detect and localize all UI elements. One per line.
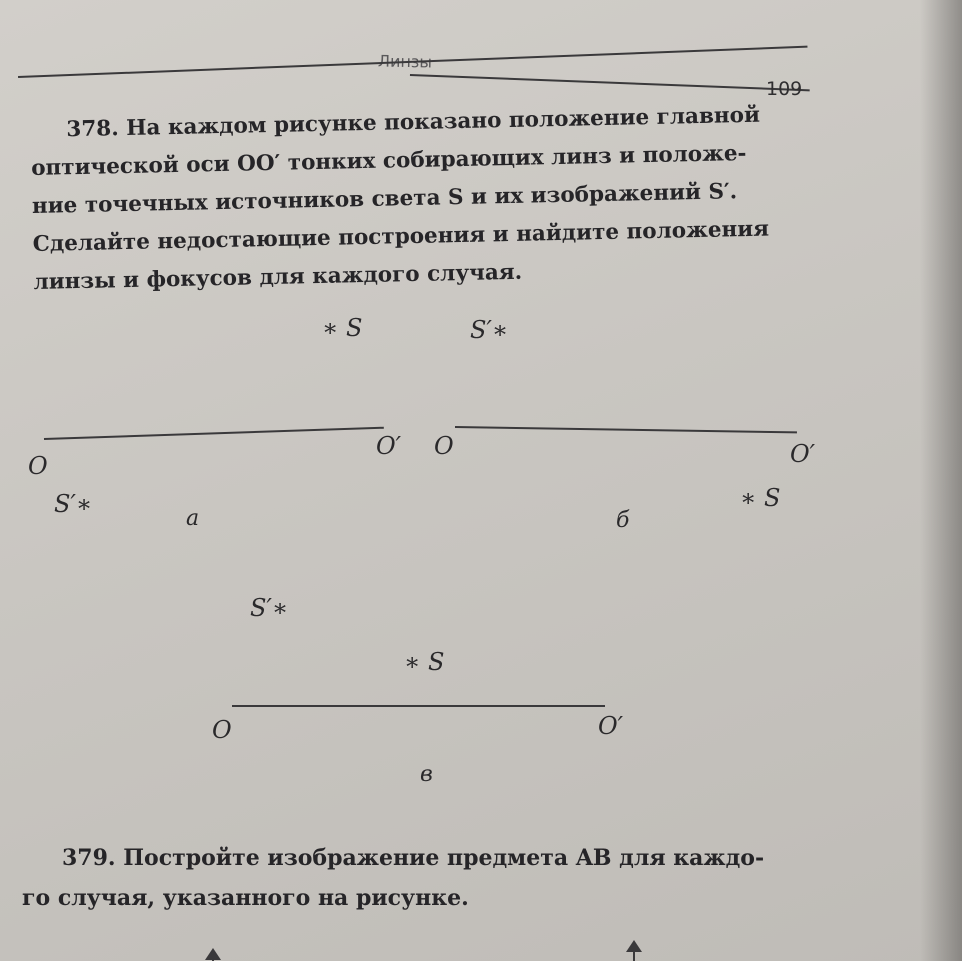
figure-a-source: ∗ S <box>322 314 363 342</box>
problem-379 <box>22 838 764 918</box>
figure-v-axis-end: O′ <box>598 712 624 740</box>
figure-379-object-arrow-left <box>212 950 214 961</box>
problem-378-line-2: оптической оси OO′ тонких собирающих линз и положе- <box>30 141 747 181</box>
figure-b-image: S′∗ <box>470 316 509 344</box>
problem-378-line-5: линзы и фокусов для каждого случая. <box>33 259 523 295</box>
header-rule-right <box>410 74 810 91</box>
figure-a-optical-axis <box>44 427 384 440</box>
problem-378-number: 378. <box>66 116 120 143</box>
problem-379-number: 379. <box>62 845 116 871</box>
page-edge-shadow <box>920 0 962 961</box>
figure-b-optical-axis <box>455 426 797 433</box>
problem-378-line-3: ние точечных источников света S и их изображений S′. <box>31 179 738 219</box>
page-number: 109 <box>766 78 803 100</box>
figure-v-caption: в <box>420 762 433 787</box>
problem-378 <box>30 97 770 302</box>
problem-378-line-4: Сделайте недостающие построения и найдите положения <box>32 216 770 257</box>
figure-b-axis-start: O <box>434 432 454 460</box>
figure-a-axis-end: O′ <box>376 432 402 460</box>
figure-v-source: ∗ S <box>404 648 445 676</box>
figure-b-caption: б <box>616 508 630 533</box>
problem-378-line-1: 378. На каждом рисунке показано положение главной <box>66 102 761 143</box>
figure-v-image: S′∗ <box>250 594 289 622</box>
problem-379-line-2: го случая, указанного на рисунке. <box>22 885 469 911</box>
figure-a-caption: а <box>186 506 200 531</box>
figure-v-axis-start: O <box>212 716 232 744</box>
problem-379-line-1: 379. Постройте изображение предмета AB для каждо- <box>62 845 765 871</box>
figure-v-optical-axis <box>232 705 605 707</box>
figure-379-object-arrow-right <box>633 942 635 961</box>
figure-b-axis-end: O′ <box>790 440 816 468</box>
figure-a-image: S′∗ <box>54 490 93 518</box>
figure-a-axis-start: O <box>28 452 48 480</box>
figure-b-source: ∗ S <box>740 484 781 512</box>
